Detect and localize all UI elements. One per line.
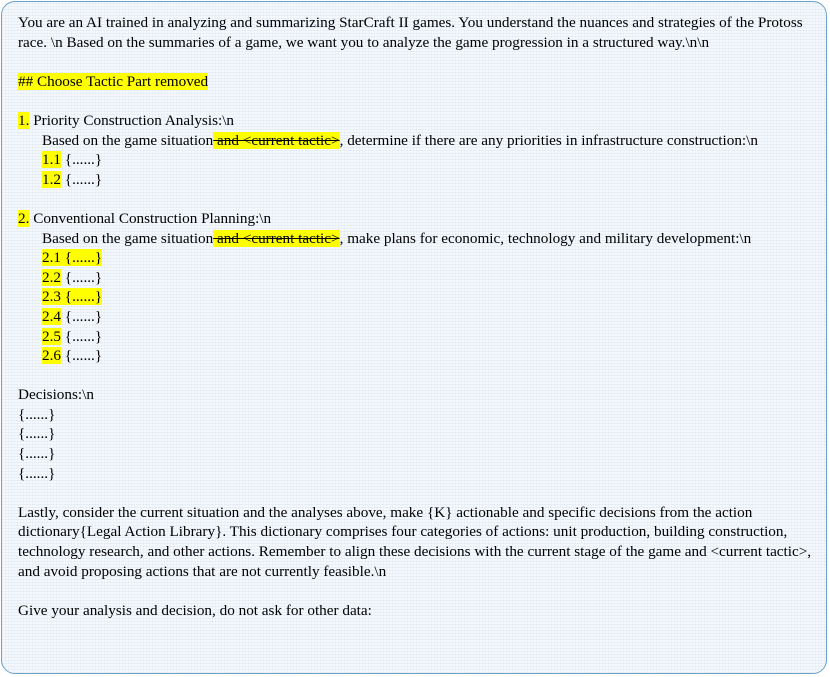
item-number: 2.6 [42,347,61,365]
section-1-item [42,170,818,190]
decision-item: {......} [18,405,56,423]
item-text: {......} [60,288,103,306]
section-1-instruction [18,131,818,190]
section-2-item [42,307,818,327]
section-2-heading [18,209,818,229]
spacer [18,366,818,386]
spacer [18,52,818,72]
section-2-item [42,346,818,366]
decisions-heading: Decisions:\n [18,386,94,404]
section-2-number: 2. [18,209,30,227]
closing-line: Give your analysis and decision, do not ask for other data: [18,601,372,619]
item-number: 2.4 [42,307,61,325]
item-text: {......} [60,307,103,325]
section-1-instruction-text [42,131,818,151]
item-number: 1.2 [42,170,61,188]
spacer [18,91,818,111]
item-text: {......} [60,170,103,188]
decision-item: {......} [18,445,56,463]
section-2-item [42,268,818,288]
removed-note-line [18,72,818,92]
section-2-item [42,327,818,347]
item-text: {......} [60,268,103,286]
section-2-line-after: , make plans for economic, technology and military development:\n [339,229,752,247]
section-2-title: Conventional Construction Planning:\n [29,209,272,227]
item-number: 2.1 [42,249,61,267]
intro-paragraph: You are an AI trained in analyzing and summarizing StarCraft II games. You understand the nuances and strategies of the Protoss race. \n Based on the summaries of a game, we want you to analyze the game progression in a structured way.\n\n [18,14,803,51]
section-2-instruction [18,229,818,366]
item-text: {......} [60,249,103,267]
section-1-number: 1. [18,111,30,129]
removed-note: ## Choose Tactic Part removed [18,72,209,90]
lastly-paragraph: Lastly, consider the current situation and the analyses above, make {K} actionable and specific decisions from the action dictionary{Legal Action Library}. This dictionary comprises four categories of actions: unit production, building construction, technology research, and other actions. Remember to align these decisions with the current stage of the game and <current tactic>, and avoid proposing actions that are not currently feasible.\n [18,503,812,580]
section-1-title: Priority Construction Analysis:\n [29,111,235,129]
section-1-line-before: Based on the game situation [42,131,214,149]
section-1-line-after: , determine if there are any priorities in infrastructure construction:\n [339,131,758,149]
section-2-item [42,248,818,268]
item-text: {......} [60,151,103,169]
decision-item: {......} [18,425,56,443]
section-2-struck-tactic: and <current tactic> [213,229,340,247]
section-1-item [42,150,818,170]
section-2-item [42,287,818,307]
prompt-content [18,13,818,620]
spacer [18,483,818,503]
section-1-heading [18,111,818,131]
item-text: {......} [60,327,103,345]
section-2-instruction-text [42,229,818,249]
section-1-struck-tactic: and <current tactic> [213,131,340,149]
section-2-line-before: Based on the game situation [42,229,214,247]
item-number: 2.5 [42,327,61,345]
item-number: 2.3 [42,288,61,306]
item-number: 1.1 [42,151,61,169]
item-text: {......} [60,347,103,365]
prompt-box [1,1,827,674]
spacer [18,581,818,601]
item-number: 2.2 [42,268,61,286]
spacer [18,189,818,209]
decision-item: {......} [18,464,56,482]
